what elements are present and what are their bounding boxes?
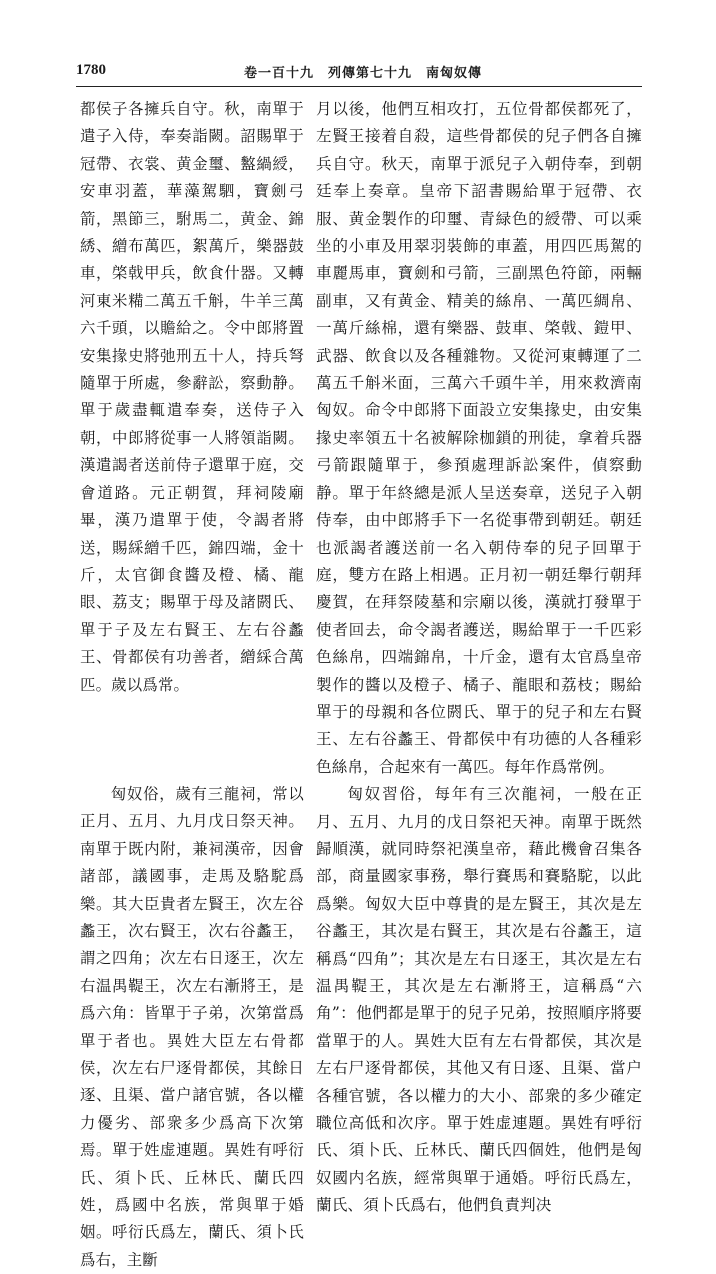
classical-text-column — [80, 96, 304, 1274]
translation-paragraph-1: 月以後，他們互相攻打，五位骨都侯都死了，左賢王接着自殺，這些骨都侯的兒子們各自擁兵自守。秋天，南單于派兒子入朝侍奉，到朝廷奉上奏章。皇帝下詔書賜給單于冠帶、衣服、黄金製作的印璽、青緑色的綬帶、可以乘坐的小車及用翠羽裝飾的車蓋，用四匹馬駕的車麗馬車，寶劍和弓箭，三副黑色符節，兩輛副車，又有黄金、精美的絲帛、一萬匹綢帛、一萬斤絲棉，還有樂器、鼓車、棨戟、鎧甲、武器、飲食以及各種雜物。又從河東轉運了二萬五千斛米面，三萬六千頭牛羊，用來救濟南匈奴。命令中郎將下面設立安集掾史，由安集掾史率領五十名被解除枷鎖的刑徒，拿着兵器弓箭跟隨單于，參預處理訴訟案件，偵察動静。單于年終總是派人呈送奏章，送兒子入朝侍奉，由中郎將手下一名從事帶到朝廷。朝廷也派謁者護送前一名入朝侍奉的兒子回單于庭，雙方在路上相遇。正月初一朝廷舉行朝拜慶賀，在拜祭陵墓和宗廟以後，漢就打發單于使者回去，命令謁者護送，賜給單于一千匹彩色絲帛，四端錦帛，十斤金，還有太官爲皇帝製作的醬以及橙子、橘子、龍眼和荔枝；賜給單于的母親和各位閼氏、單于的兒子和左右賢王、左右谷蠡王、骨都侯中有功德的人各種彩色絲帛，合起來有一萬匹。每年作爲常例。 — [316, 100, 642, 776]
classical-paragraph-1: 都侯子各擁兵自守。秋，南單于遣子入侍，奉奏詣闕。詔賜單于冠帶、衣裳、黄金璽、盭緺綬，安車羽蓋，華藻駕駟，寶劍弓箭，黑節三，駙馬二，黄金、錦綉、繒布萬匹，絮萬斤，樂器鼓車，棨戟甲兵，飲食什器。又轉河東米糒二萬五千斛，牛羊三萬六千頭，以贍給之。令中郎將置安集掾史將弛刑五十人，持兵弩隨單于所處，參辭訟，察動静。單于歲盡輒遣奉奏，送侍子入朝，中郎將從事一人將領詣闕。漢遣謁者送前侍子還單于庭，交會道路。元正朝賀，拜祠陵廟畢，漢乃遣單于使，令謁者將送，賜綵繒千匹，錦四端，金十斤，太官御食醬及橙、橘、龍眼、荔支；賜單于母及諸閼氏、單于子及左右賢王、左右谷蠡王、骨都侯有功善者，繒綵合萬匹。歲以爲常。 — [80, 100, 304, 694]
paragraph-gap — [80, 699, 304, 781]
classical-paragraph-2: 匈奴俗，歲有三龍祠，常以正月、五月、九月戊日祭天神。南單于既内附，兼祠漢帝，因會諸部，議國事，走馬及駱駝爲樂。其大臣貴者左賢王，次左谷蠡王，次右賢王，次右谷蠡王，謂之四角；次左右日逐王，次左右温禺鞮王，次左右漸將王，是爲六角：皆單于子弟，次第當爲單于者也。異姓大臣左右骨都侯，次左右尸逐骨都侯，其餘日逐、且渠、當户諸官號，各以權力優劣、部衆多少爲高下次第焉。單于姓虚連題。異姓有呼衍氏、須卜氏、丘林氏、蘭氏四姓，爲國中名族，常與單于婚姻。呼衍氏爲左，蘭氏、須卜氏爲右，主斷 — [80, 784, 304, 1269]
running-head: 卷一百十九 列傳第七十九 南匈奴傳 — [244, 66, 483, 81]
translation-paragraph-2: 匈奴習俗，每年有三次龍祠，一般在正月、五月、九月的戊日祭祀天神。南單于既然歸順漢，就同時祭祀漢皇帝，藉此機會召集各部，商量國家事務，舉行賽馬和賽駱駝，以此爲樂。匈奴大臣中尊貴的是左賢王，其次是左谷蠡王，其次是右賢王，其次是右谷蠡王，這稱爲“四角”；其次是左右日逐王，其次是左右温禺鞮王，其次是左右漸將王，這稱爲“六角”：他們都是單于的兒子兄弟，按照順序將要當單于的人。異姓大臣有左右骨都侯，其次是左右尸逐骨都侯，其他又有日逐、且渠、當户各種官號，各以權力的大小、部衆的多少確定職位高低和次序。單于姓虚連題。異姓有呼衍氏、須卜氏、丘林氏、蘭氏四個姓，他們是匈奴國内名族，經常與單于通婚。呼衍氏爲左，蘭氏、須卜氏爲右，他們負責判决 — [316, 785, 642, 1215]
translation-column — [316, 96, 642, 1220]
header-rule — [76, 86, 642, 87]
page-number: 1780 — [76, 62, 106, 78]
page-header — [76, 62, 642, 84]
